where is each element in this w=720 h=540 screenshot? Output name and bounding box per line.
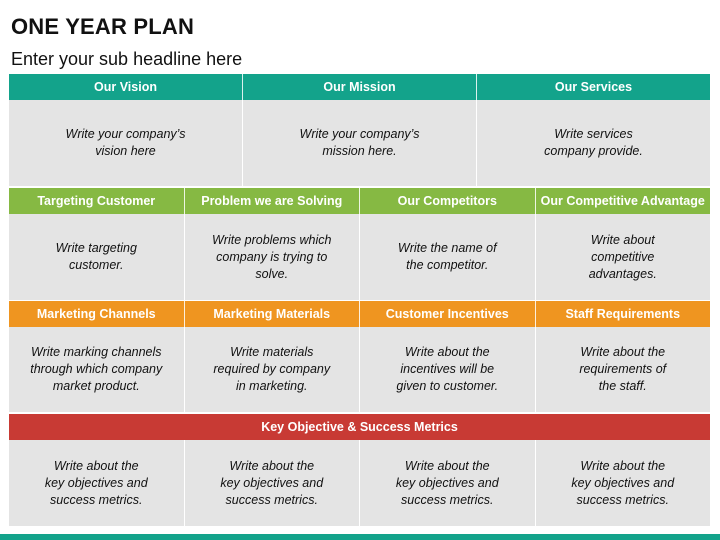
text-mission: Write your company’s mission here. [242, 100, 476, 186]
text-marketing-materials: Write materials required by company in marketing. [184, 327, 360, 412]
row2-header-band [9, 188, 710, 214]
page-subtitle: Enter your sub headline here [11, 49, 243, 69]
header-key-objective: Key Objective & Success Metrics [261, 420, 458, 434]
footer-accent-bar [0, 534, 720, 540]
text-marketing-channels: Write marking channels through which company market product. [30, 345, 163, 393]
text-competitors: Write the name of the competitor. [359, 214, 535, 300]
text-services: Write services company provide. [476, 100, 710, 186]
header-marketing-channels: Marketing Channels [36, 307, 156, 321]
row3-header-band [9, 301, 710, 327]
text-staff-requirements: Write about the requirements of the staff. [535, 327, 711, 412]
text-vision: Write your company’s vision here [65, 127, 186, 158]
header-our-services: Our Services [476, 74, 710, 100]
row2-body-band [9, 214, 710, 300]
row4-body-band [9, 440, 710, 526]
text-customer-incentives: Write about the incentives will be given to customer. [359, 327, 535, 412]
row3-body-band [9, 327, 710, 412]
header-competitors: Our Competitors [359, 188, 535, 214]
header-marketing-materials: Marketing Materials [184, 301, 360, 327]
header-problem-solving: Problem we are Solving [184, 188, 360, 214]
header-our-mission: Our Mission [242, 74, 476, 100]
text-key-objective-2: Write about the key objectives and success metrics. [184, 440, 360, 526]
text-problem-solving: Write problems which company is trying to solve. [184, 214, 360, 300]
text-key-objective-1: Write about the key objectives and success metrics. [44, 458, 148, 507]
header-targeting-customer: Targeting Customer [37, 194, 156, 208]
header-staff-requirements: Staff Requirements [535, 301, 711, 327]
row1-header-band [9, 74, 710, 100]
text-key-objective-3: Write about the key objectives and success metrics. [359, 440, 535, 526]
text-competitive-advantage: Write about competitive advantages. [535, 214, 711, 300]
page-title: ONE YEAR PLAN [11, 14, 195, 39]
row4-header-band [9, 414, 710, 440]
header-our-vision: Our Vision [94, 80, 157, 94]
header-competitive-advantage: Our Competitive Advantage [535, 188, 711, 214]
text-key-objective-4: Write about the key objectives and success metrics. [535, 440, 711, 526]
text-targeting-customer: Write targeting customer. [55, 241, 137, 272]
row1-body-band [9, 100, 710, 186]
header-customer-incentives: Customer Incentives [359, 301, 535, 327]
